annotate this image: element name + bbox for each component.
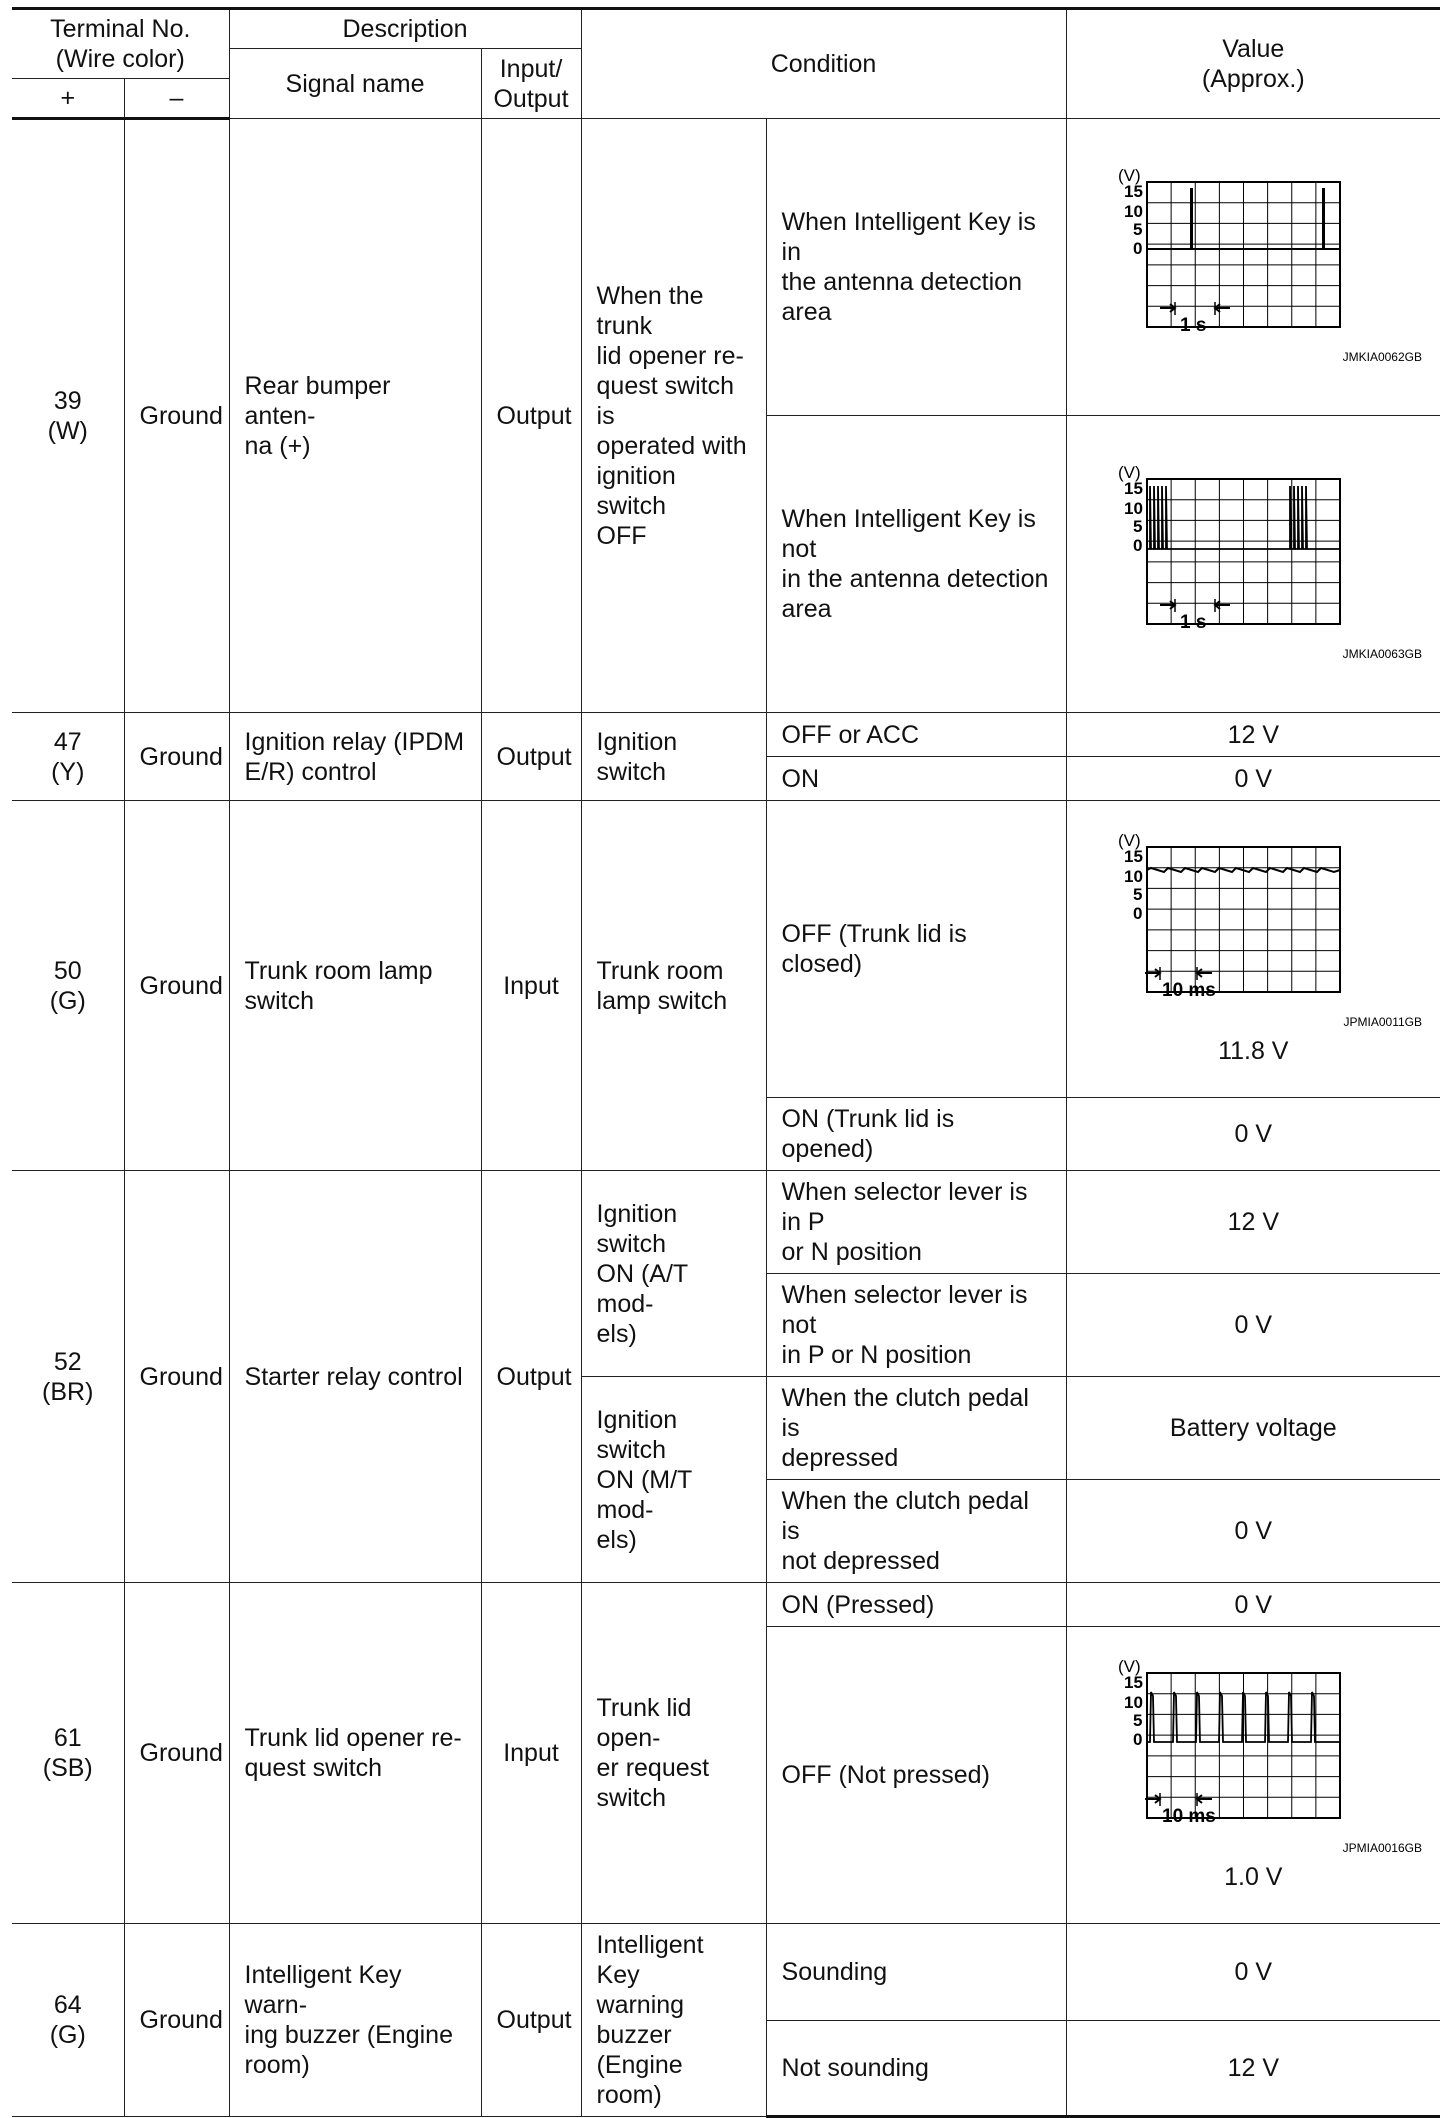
signal-name: Intelligent Key warn- ing buzzer (Engine room) xyxy=(229,1924,481,2117)
waveform-jpmia0011gb xyxy=(1100,832,1430,1032)
condition-sub: OFF (Not pressed) xyxy=(766,1627,1066,1924)
signal-name: Starter relay control xyxy=(229,1171,481,1583)
time-label: 10 ms xyxy=(1162,1806,1216,1827)
y-tick-5: 5 xyxy=(1133,885,1143,904)
value-text: 11.8 V xyxy=(1218,1037,1289,1065)
value-text: 1.0 V xyxy=(1224,1863,1283,1891)
y-tick-10: 10 xyxy=(1124,202,1143,221)
header-value: Value (Approx.) xyxy=(1066,9,1440,119)
waveform-grid xyxy=(1147,847,1340,992)
value-cell xyxy=(1066,119,1440,416)
y-tick-5: 5 xyxy=(1133,1711,1143,1730)
signal-name: Trunk lid opener re- quest switch xyxy=(229,1583,481,1924)
input-output: Input xyxy=(481,801,581,1171)
input-output: Output xyxy=(481,713,581,801)
header-condition: Condition xyxy=(581,9,1066,119)
condition-sub: ON (Trunk lid is opened) xyxy=(766,1098,1066,1171)
terminal-minus: Ground xyxy=(124,1171,229,1583)
condition-main: Trunk lid open- er request switch xyxy=(581,1583,766,1924)
terminal-number: 39 (W) xyxy=(12,119,124,713)
y-tick-5: 5 xyxy=(1133,517,1143,536)
condition-sub: Sounding xyxy=(766,1924,1066,2021)
condition-sub: When selector lever is not in P or N position xyxy=(766,1274,1066,1377)
value-cell: 12 V xyxy=(1066,2020,1440,2117)
signal-name: Trunk room lamp switch xyxy=(229,801,481,1171)
input-output: Output xyxy=(481,1924,581,2117)
condition-main: Trunk room lamp switch xyxy=(581,801,766,1171)
y-tick-15: 15 xyxy=(1124,182,1143,201)
header-terminal-no: Terminal No. (Wire color) xyxy=(12,9,229,79)
input-output: Output xyxy=(481,1171,581,1583)
signal-name: Rear bumper anten- na (+) xyxy=(229,119,481,713)
y-tick-10: 10 xyxy=(1124,1693,1143,1712)
y-tick-0: 0 xyxy=(1133,536,1143,555)
waveform-jmkia0062gb xyxy=(1100,167,1430,367)
y-tick-15: 15 xyxy=(1124,479,1143,498)
unit-label: (V) xyxy=(1118,1658,1141,1676)
condition-sub: OFF (Trunk lid is closed) xyxy=(766,801,1066,1098)
y-tick-0: 0 xyxy=(1133,1730,1143,1749)
time-label: 10 ms xyxy=(1162,980,1216,1001)
condition-sub: Not sounding xyxy=(766,2020,1066,2117)
terminal-number: 50 (G) xyxy=(12,801,124,1171)
y-tick-0: 0 xyxy=(1133,904,1143,923)
terminal-number: 61 (SB) xyxy=(12,1583,124,1924)
value-cell: 0 V xyxy=(1066,1274,1440,1377)
unit-label: (V) xyxy=(1118,167,1141,185)
time-marker xyxy=(1145,967,1212,980)
condition-main: When the trunk lid opener re- quest switch is operated with ignition switch OFF xyxy=(581,119,766,713)
waveform-grid xyxy=(1147,182,1340,327)
value-cell: 12 V xyxy=(1066,713,1440,757)
condition-sub: When Intelligent Key is not in the antenna detection area xyxy=(766,416,1066,713)
header-signal-name: Signal name xyxy=(229,49,481,119)
terminal-minus: Ground xyxy=(124,1583,229,1924)
value-cell: 12 V xyxy=(1066,1171,1440,1274)
terminal-table xyxy=(12,7,1440,2118)
value-cell: 0 V xyxy=(1066,1583,1440,1627)
condition-main: Intelligent Key warning buzzer (Engine room) xyxy=(581,1924,766,2117)
condition-sub: When selector lever is in P or N position xyxy=(766,1171,1066,1274)
time-label: 1 s xyxy=(1180,315,1207,336)
value-cell xyxy=(1066,416,1440,713)
figure-code: JMKIA0063GB xyxy=(1342,647,1423,661)
value-cell: 0 V xyxy=(1066,1480,1440,1583)
condition-sub: When the clutch pedal is depressed xyxy=(766,1377,1066,1480)
value-cell xyxy=(1066,801,1440,1098)
condition-sub: When the clutch pedal is not depressed xyxy=(766,1480,1066,1583)
header-input-output: Input/ Output xyxy=(481,49,581,119)
terminal-number: 64 (G) xyxy=(12,1924,124,2117)
unit-label: (V) xyxy=(1118,464,1141,482)
header-plus: + xyxy=(12,79,124,119)
terminal-minus: Ground xyxy=(124,713,229,801)
terminal-minus: Ground xyxy=(124,1924,229,2117)
y-tick-10: 10 xyxy=(1124,499,1143,518)
terminal-minus: Ground xyxy=(124,119,229,713)
waveform-jmkia0063gb xyxy=(1100,464,1430,664)
waveform-jpmia0016gb xyxy=(1100,1658,1430,1858)
unit-label: (V) xyxy=(1118,832,1141,850)
input-output: Output xyxy=(481,119,581,713)
time-label: 1 s xyxy=(1180,612,1207,633)
y-tick-10: 10 xyxy=(1124,867,1143,886)
terminal-minus: Ground xyxy=(124,801,229,1171)
condition-main: Ignition switch xyxy=(581,713,766,801)
time-marker xyxy=(1145,1793,1212,1806)
condition-main: Ignition switch ON (A/T mod- els) xyxy=(581,1171,766,1377)
condition-sub: When Intelligent Key is in the antenna detection area xyxy=(766,119,1066,416)
signal-name: Ignition relay (IPDM E/R) control xyxy=(229,713,481,801)
y-tick-0: 0 xyxy=(1133,239,1143,258)
y-tick-5: 5 xyxy=(1133,220,1143,239)
value-cell: 0 V xyxy=(1066,1924,1440,2021)
waveform-grid xyxy=(1147,479,1340,624)
header-minus: – xyxy=(124,79,229,119)
value-cell: 0 V xyxy=(1066,757,1440,801)
condition-sub: ON (Pressed) xyxy=(766,1583,1066,1627)
terminal-number: 47 (Y) xyxy=(12,713,124,801)
condition-sub: OFF or ACC xyxy=(766,713,1066,757)
value-cell: 0 V xyxy=(1066,1098,1440,1171)
figure-code: JMKIA0062GB xyxy=(1342,350,1423,364)
y-tick-15: 15 xyxy=(1124,847,1143,866)
value-cell xyxy=(1066,1627,1440,1924)
y-tick-15: 15 xyxy=(1124,1673,1143,1692)
figure-code: JPMIA0011GB xyxy=(1343,1015,1423,1029)
condition-sub: ON xyxy=(766,757,1066,801)
terminal-number: 52 (BR) xyxy=(12,1171,124,1583)
figure-code: JPMIA0016GB xyxy=(1342,1841,1423,1855)
condition-main: Ignition switch ON (M/T mod- els) xyxy=(581,1377,766,1583)
value-cell: Battery voltage xyxy=(1066,1377,1440,1480)
input-output: Input xyxy=(481,1583,581,1924)
header-description: Description xyxy=(229,9,581,49)
